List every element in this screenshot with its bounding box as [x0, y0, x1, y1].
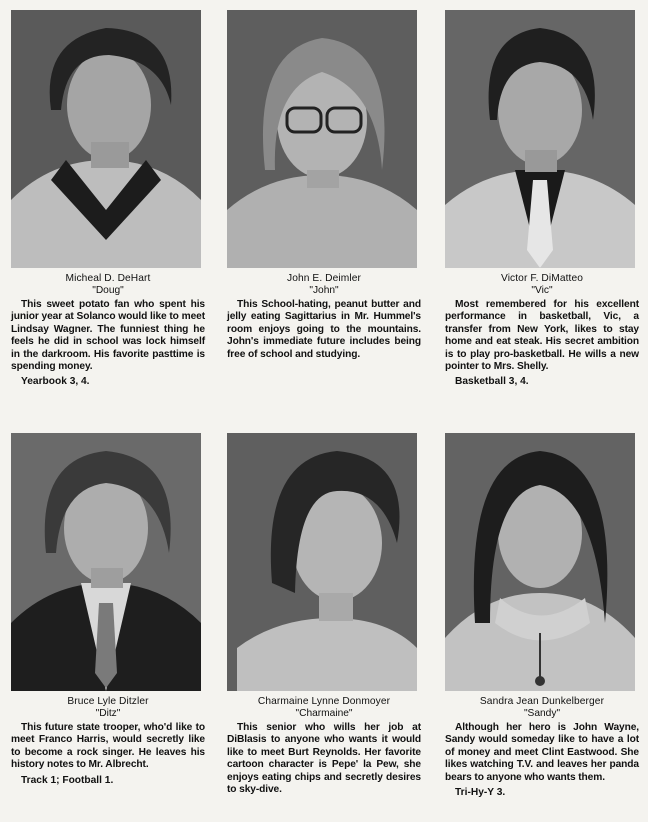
portrait-donmoyer [227, 433, 417, 691]
senior-entry-dehart [11, 10, 205, 388]
student-nickname: "Vic" [531, 285, 553, 296]
senior-entry-ditzler [11, 433, 205, 787]
portrait-dunkelberger [445, 433, 635, 691]
student-name: Victor F. DiMatteo [500, 273, 583, 284]
portrait-deimler [227, 10, 417, 268]
portrait-dimatteo [445, 10, 635, 268]
portrait-ditzler [11, 433, 201, 691]
student-activities: Basketball 3, 4. [455, 376, 529, 388]
student-name: Sandra Jean Dunkelberger [479, 696, 605, 707]
student-nickname: "Ditz" [95, 708, 121, 719]
portrait-photo [445, 10, 635, 268]
portrait-photo [445, 433, 635, 691]
student-nickname: "Sandy" [523, 708, 561, 719]
student-name: Bruce Lyle Ditzler [67, 696, 149, 707]
student-name: Charmaine Lynne Donmoyer [257, 696, 391, 707]
portrait-photo [227, 433, 417, 691]
student-bio: This School-hating, peanut butter and jelly eating Sagittarius in Mr. Hummel's room enjoys going to the mountains. John's immediate future includes being free of school and studying. [227, 299, 421, 360]
student-bio: This senior who wills her job at DiBlasis to anyone who wants it would like to meet Burt Reynolds. Her favorite cartoon character is Pepe' la Pew, she enjoys eating chips and secretly desires to sky-dive. [227, 722, 421, 796]
student-bio: This sweet potato fan who spent his junior year at Solanco would like to meet Lindsay Wagner. The funniest thing he feels he did in school was lock himself in the darkroom. His favorite pasttime is spending money. [11, 299, 205, 373]
student-bio: Most remembered for his excellent performance in basketball, Vic, a transfer from New York, likes to stay home and eat steak. His secret ambition is to play pro-basketball. He wills a new pointer to Mrs. Shelly. [445, 299, 639, 373]
student-nickname: "Doug" [92, 285, 124, 296]
portrait-photo [11, 433, 201, 691]
student-activities: Yearbook 3, 4. [21, 376, 90, 388]
student-bio: This future state trooper, who'd like to meet Franco Harris, would secretly like to become a rock singer. He leaves his history notes to Mr. Albrecht. [11, 722, 205, 771]
senior-entry-donmoyer [227, 433, 421, 799]
student-bio: Although her hero is John Wayne, Sandy would someday like to have a lot of money and meet Clint Eastwood. She likes watching T.V. and leaves her panda bears to anyone who wants them. [445, 722, 639, 783]
student-nickname: "Charmaine" [295, 708, 353, 719]
student-name: Micheal D. DeHart [65, 273, 151, 284]
student-nickname: "John" [309, 285, 339, 296]
student-activities: Track 1; Football 1. [21, 774, 114, 786]
portrait-dehart [11, 10, 201, 268]
senior-entry-dunkelberger [445, 433, 639, 799]
student-name: John E. Deimler [287, 273, 361, 284]
senior-entry-dimatteo [445, 10, 639, 388]
portrait-photo [227, 10, 417, 268]
student-activities: Tri-Hy-Y 3. [455, 787, 506, 799]
portrait-photo [11, 10, 201, 268]
senior-entry-deimler [227, 10, 421, 364]
